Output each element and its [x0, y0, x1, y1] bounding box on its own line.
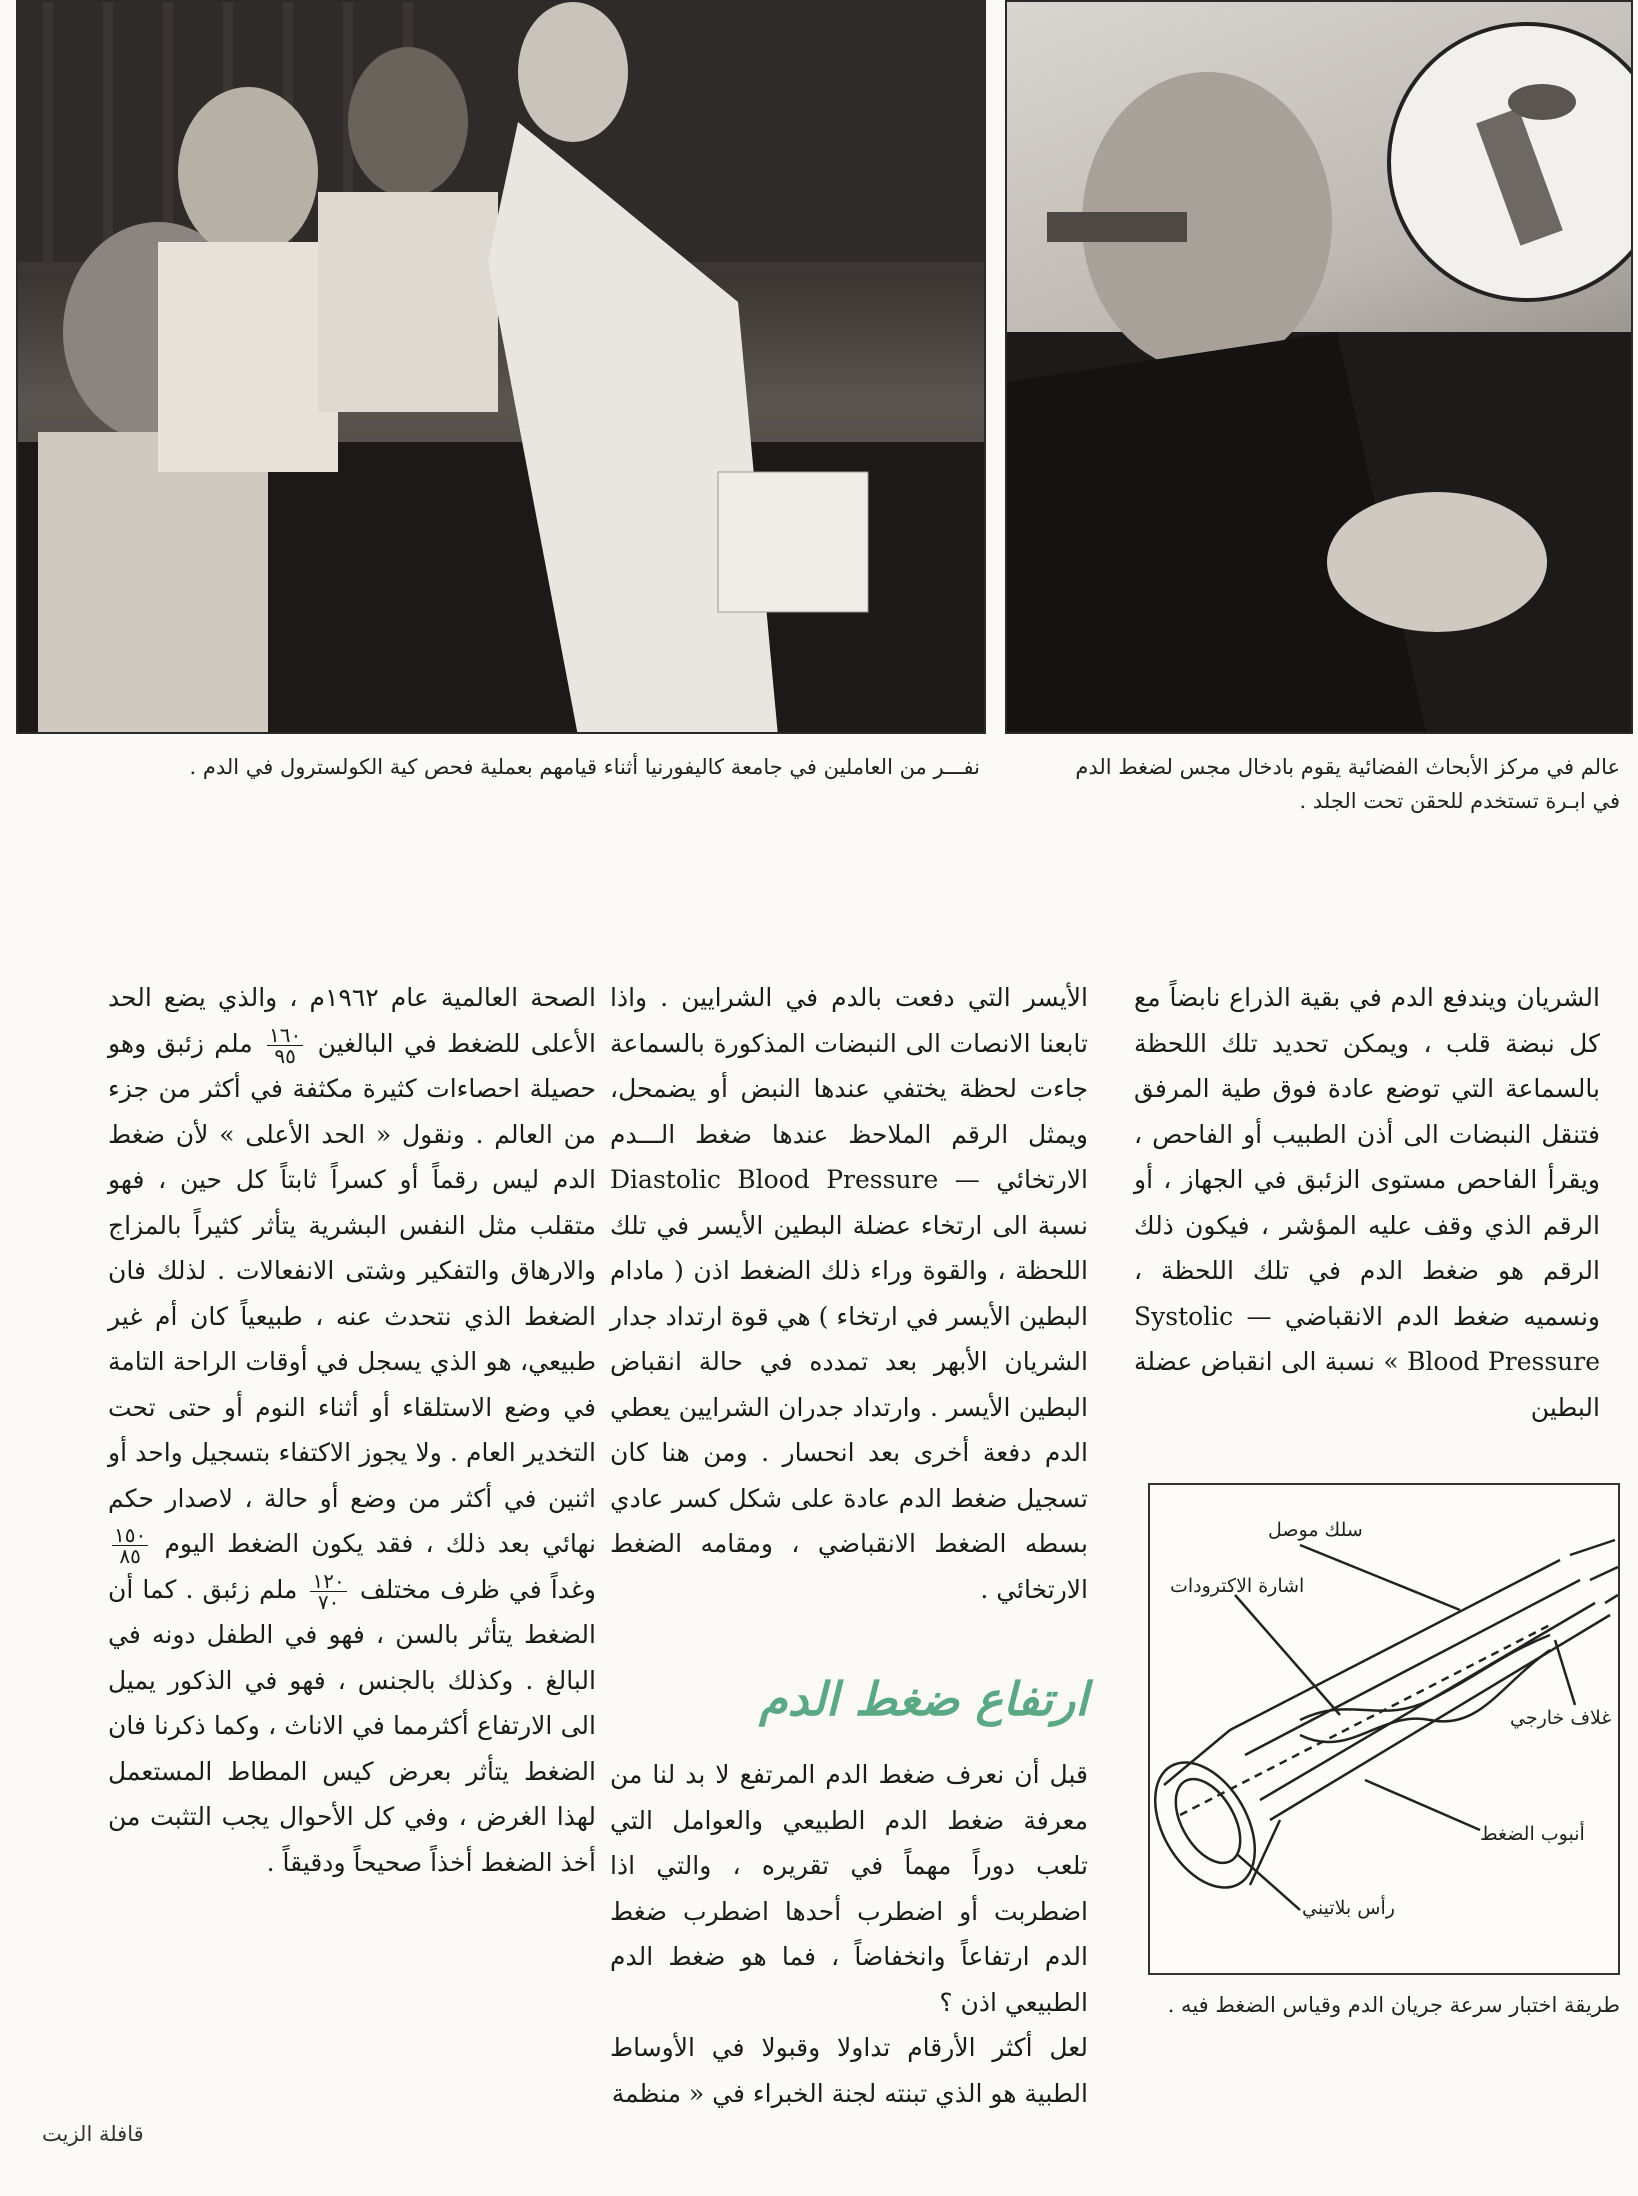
text-run: وغداً في ظرف مختلف — [359, 1574, 596, 1604]
paragraph: قبل أن نعرف ضغط الدم المرتفع لا بد لنا من معرفة ضغط الدم الطبيعي والعوامل التي تلعب دوراً مهماً في تقريره ، والتي اذا اضطربت أو اضطرب أحدها اضطرب ضغط الدم ارتفاعاً وانخفاضاً ، فما هو ضغط الدم الطبيعي اذن ؟ — [610, 1760, 1088, 2017]
caption-left-photo: نفـــر من العاملين في جامعة كاليفورنيا أثناء قيامهم بعملية فحص كية الكولسترول في الدم . — [189, 755, 980, 779]
paragraph — [610, 975, 1088, 1612]
text-column-middle-lower — [610, 1752, 1088, 2116]
fraction-denominator: ٩٥ — [274, 1043, 296, 1068]
text-run: الصحة العالمية عام ١٩٦٢م ، والذي يضع الحد الأعلى للضغط في البالغين — [108, 983, 596, 1058]
photo-scientist-illustration — [1007, 2, 1633, 734]
photo-lab-workers — [16, 0, 986, 734]
label-conducting-wire: سلك موصل — [1268, 1519, 1363, 1541]
fraction-150-85 — [112, 1525, 148, 1566]
catheter-diagram — [1148, 1483, 1620, 1975]
text-column-right — [1134, 975, 1600, 1430]
text-run: الشريان ويندفع الدم في بقية الذراع نابضاً مع كل نبضة قلب ، ويمكن تحديد تلك اللحظة بالسماعة التي توضع عادة فوق طية المرفق فتنقل النبضات الى أذن الطبيب أو الفاحص ، ويقرأ الفاحص مستوى الزئبق في الجهاز ، أو الرقم الذي وقف عليه المؤشر ، فيكون ذلك الرقم هو ضغط الدم في تلك اللحظة ، ونسميه ضغط الدم الانقباضي — — [1134, 983, 1600, 1331]
label-outer-sheath: غلاف خارجي — [1510, 1707, 1612, 1729]
text-run: الأيسر التي دفعت بالدم في الشرايين . واذا تابعنا الانصات الى النبضات المذكورة بالسماعة جاءت لحظة يختفي عندها النبض أو يضمحل، ويمثل الرقم الملاحظ عندها ضغط الـــدم الارتخائي — — [610, 983, 1088, 1194]
text-run: نسبة الى ارتخاء عضلة البطين الأيسر في تلك اللحظة ، والقوة وراء ذلك الضغط اذن ( مادام البطين الأيسر في ارتخاء ) هي قوة ارتداد جدار الشريان الأبهر بعد تمدده في حالة انقباض البطين الأيسر . وارتداد جدران الشرايين يعطي الدم دفعة أخرى بعد انحسار . ومن هنا كان تسجيل ضغط الدم عادة على شكل كسر عادي بسطه الضغط الانقباضي ، ومقامه الضغط الارتخائي . — [610, 1210, 1088, 1604]
paragraph — [108, 975, 596, 1885]
text-run: » نسبة الى انقباض عضلة البطين — [1134, 1347, 1600, 1422]
term-systolic: Systolic Blood Pressure — [1134, 1301, 1600, 1376]
text-run: ملم زئبق . كما أن الضغط يتأثر بالسن ، فهو في الطفل دونه في البالغ . وكذلك بالجنس ، فهو في الذكور يميل الى الارتفاع أكثرمما في الاناث ، وكما ذكرنا فان الضغط يتأثر بعرض كيس المطاط المستعمل لهذا الغرض ، وفي كل الأحوال يجب التثبت من أخذ الضغط أخذاً صحيحاً ودقيقاً . — [108, 1574, 596, 1877]
caption-right-line1: عالم في مركز الأبحاث الفضائية يقوم بادخال مجس لضغط الدم — [1075, 755, 1620, 779]
label-pressure-tube: أنبوب الضغط — [1480, 1823, 1585, 1845]
fraction-numerator: ١٥٠ — [114, 1523, 147, 1547]
term-diastolic: Diastolic Blood Pressure — [610, 1165, 939, 1194]
fraction-numerator: ١٢٠ — [312, 1568, 345, 1593]
text-column-middle — [610, 975, 1088, 1612]
text-column-left — [108, 975, 596, 1885]
section-heading: ارتفاع ضغط الدم — [759, 1672, 1088, 1726]
fraction-denominator: ٨٥ — [119, 1544, 141, 1568]
text-run: ملم زئبق وهو حصيلة احصاءات كثيرة مكثفة في أكثر من جزء من العالم . ونقول « الحد الأعلى » لأن ضغط الدم ليس رقماً أو كسراً ثابتاً كل حين ، فهو متقلب مثل النفس البشرية يتأثر كثيراً بالمزاج والارهاق والتفكير وشتى الانفعالات . لذلك فان الضغط الذي نتحدث عنه ، طبيعياً كان أم غير طبيعي، هو الذي يسجل في أوقات الراحة التامة في وضع الاستلقاء أو أثناء النوم أو حتى تحت التخدير العام . ولا يجوز الاكتفاء بتسجيل واحد أو اثنين في أكثر من وضع أو حالة ، لاصدار حكم نهائي بعد ذلك ، فقد يكون الضغط اليوم — [108, 1028, 597, 1558]
label-platinum-tip: رأس بلاتيني — [1302, 1897, 1395, 1919]
photo-space-research-scientist — [1005, 0, 1633, 734]
label-electrodes: اشارة الاكترودات — [1170, 1575, 1305, 1597]
caption-right-line2: في ابـرة تستخدم للحقن تحت الجلد . — [1299, 789, 1620, 813]
paragraph: لعل أكثر الأرقام تداولا وقبولا في الأوساط الطبية هو الذي تبنته لجنة الخبراء في « منظمة — [610, 2033, 1088, 2108]
magazine-name: قافلة الزيت — [42, 2122, 144, 2146]
fraction-numerator: ١٦٠ — [268, 1022, 302, 1047]
fraction-160-95 — [267, 1022, 303, 1068]
fraction-denominator: ٧٠ — [317, 1589, 340, 1614]
photo-lab-workers-illustration — [18, 2, 986, 734]
diagram-caption: طريقة اختبار سرعة جريان الدم وقياس الضغط فيه . — [1167, 1993, 1620, 2017]
caption-right-photo — [1020, 750, 1620, 818]
fraction-120-70 — [310, 1568, 346, 1614]
paragraph — [1134, 975, 1600, 1430]
